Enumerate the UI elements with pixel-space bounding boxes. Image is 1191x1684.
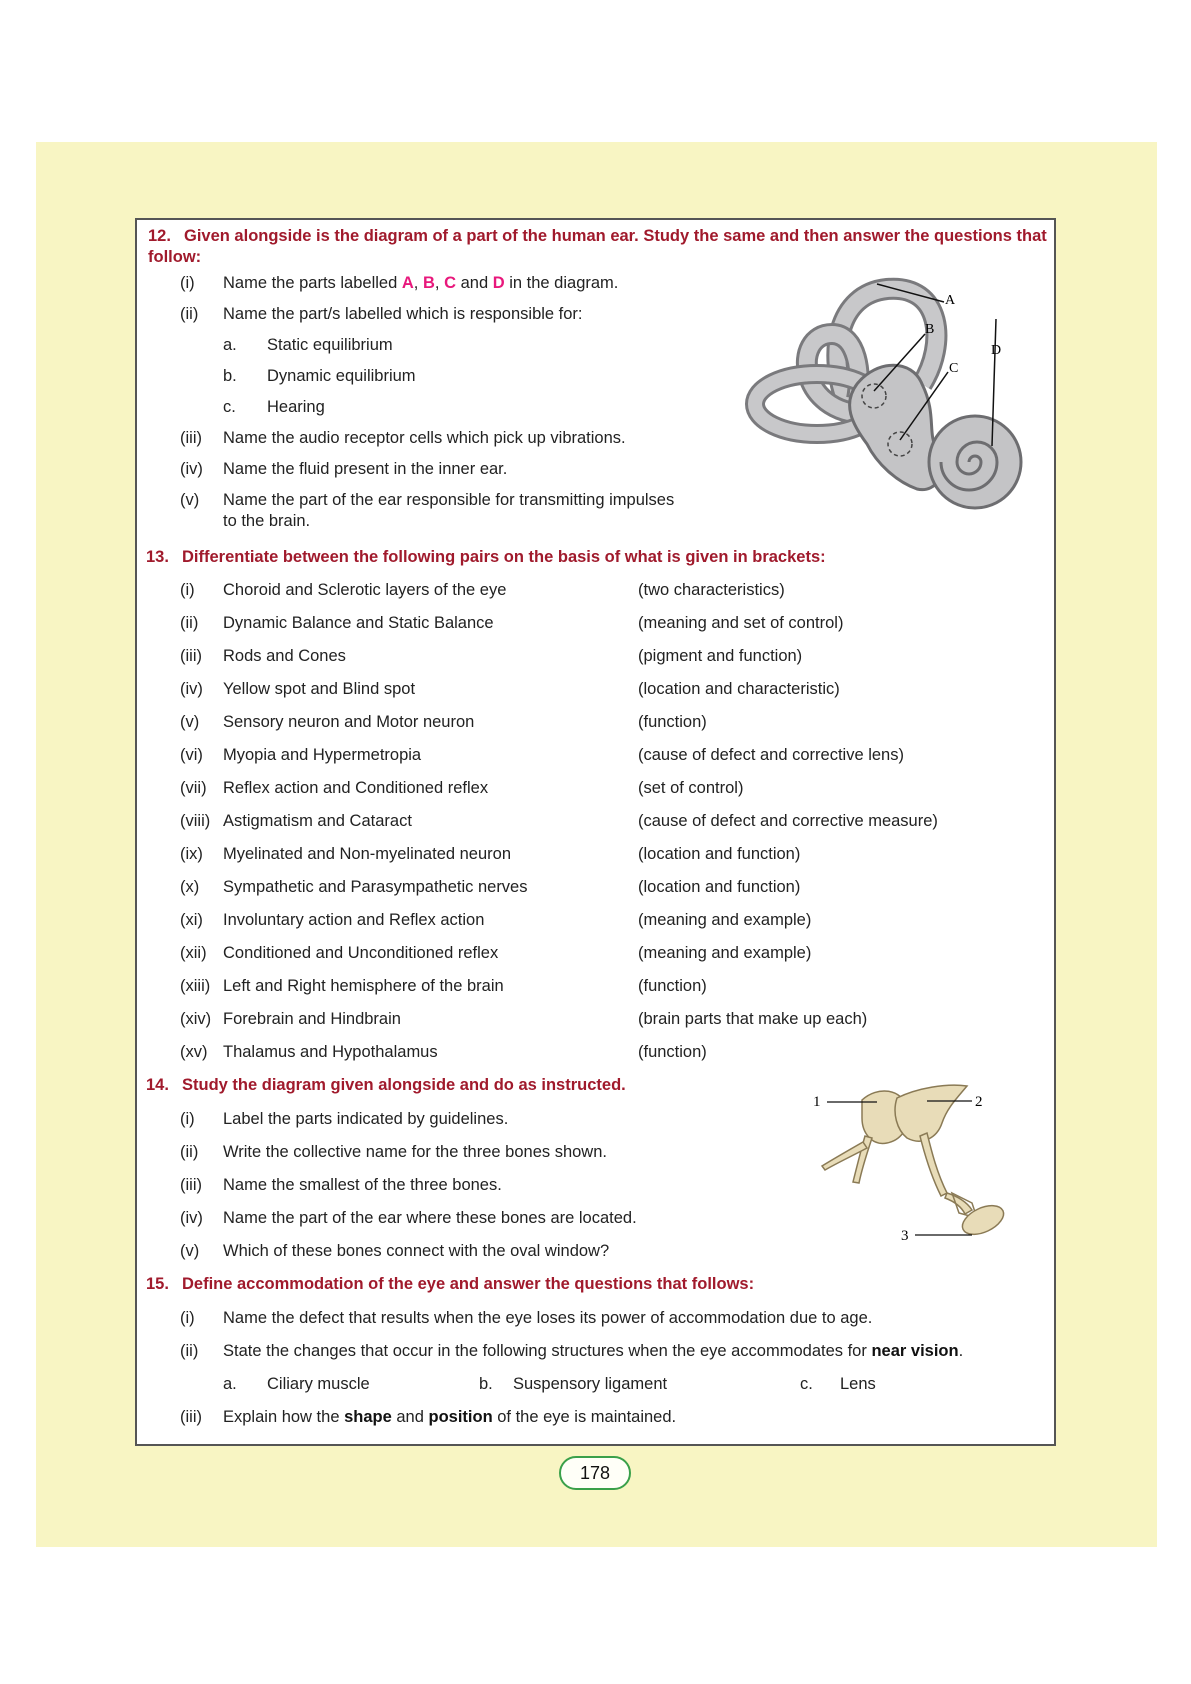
inner-ear-diagram <box>737 264 1037 524</box>
q15-sub-c: c. Lens <box>800 1375 876 1393</box>
ear-label-b: B <box>925 322 935 337</box>
question-box: 12. Given alongside is the diagram of a part of the human ear. Study the same and then answer the questions that follow: (i) Name the parts labelled A, B, C and D in the diagram. (ii) Name the part/s labelled which is responsible for: a. Static equilibrium b. Dynamic equilibrium c. Hearing (iii) Name the audio receptor cells which pick up vibrations. (iv) Name the fluid present in the inner ear. (v) Name the part of the ear responsible for transmitting impulses to the brain. A B C D 13. Differentiate between the following pairs on the basis of what is given in brackets: (i) Choroid and Sclerotic layers of the eye (two characteristics) (ii) Dynamic Balance and Static Balance (meaning and set of control) (iii) Rods and Cones (pigment and function) (iv) Yellow spot and Blind spot (location and characteristic) (v) Sensory neuron and Motor neuron (function) (vi) Myopia and Hypermetropia (cause of defect and corrective lens) (vii) Reflex action and Conditioned reflex (set of control) (viii) Astigmatism and Cataract (cause of defect and corrective measure) (ix) Myelinated and Non-myelinated neuron (location and function) (x) Sympathetic and Parasympathetic nerves (location and function) (xi) Involuntary action and Reflex action (meaning and example) (xii) Conditioned and Unconditioned reflex (meaning and example) (xiii) Left and Right hemisphere of the brain (function) (xiv) Forebrain and Hindbrain (brain parts that make up each) (xv) Thalamus and Hypothalamus (function) 14. Study the diagram given alongside and do as instructed. (i) Label the parts indicated by guidelines. (ii) Write the collective name for the three bones shown. (iii) Name the smallest of the three bones. (iv) Name the part of the ear where these bones are located. (v) Which of these bones connect with the oval window? 1 2 3 15. Define accommodation of the eye and answer the questions that follows: (i) Name the defect that results when the eye loses its power of accommodation due to age. (ii) State the changes that occur in the following structures when the eye accommodates for near vision. a. Ciliary muscle b. Suspensory ligament c. Lens (iii) Explain how the shape and position of the eye is maintained. <box>135 218 1056 1446</box>
ossicle-label-1: 1 <box>813 1094 821 1110</box>
q12-sub-c: c. Hearing <box>223 398 325 416</box>
page-number: 178 <box>559 1456 631 1490</box>
ossicle-label-3: 3 <box>901 1228 909 1244</box>
q12-heading: 12. Given alongside is the diagram of a part of the human ear. Study the same and then answer the questions that follow: <box>148 227 1047 266</box>
q12-sub-a: a. Static equilibrium <box>223 336 393 354</box>
q12-sub-b: b. Dynamic equilibrium <box>223 367 416 385</box>
ear-label-d: D <box>991 343 1002 358</box>
q15-sub-a: a. Ciliary muscle <box>223 1375 370 1393</box>
ear-ossicles-diagram <box>807 1078 1037 1258</box>
q15-sub-b: b. Suspensory ligament <box>479 1375 668 1393</box>
q15-heading: 15. Define accommodation of the eye and answer the questions that follows: <box>146 1275 755 1293</box>
q13-heading: 13. Differentiate between the following pairs on the basis of what is given in brackets: <box>146 548 826 566</box>
q14-heading: 14. Study the diagram given alongside and do as instructed. <box>146 1076 626 1094</box>
ear-label-c: C <box>949 361 959 376</box>
q12-item-v-cont: to the brain. <box>223 512 311 530</box>
ossicle-label-2: 2 <box>975 1094 983 1110</box>
ear-label-a: A <box>945 293 956 308</box>
